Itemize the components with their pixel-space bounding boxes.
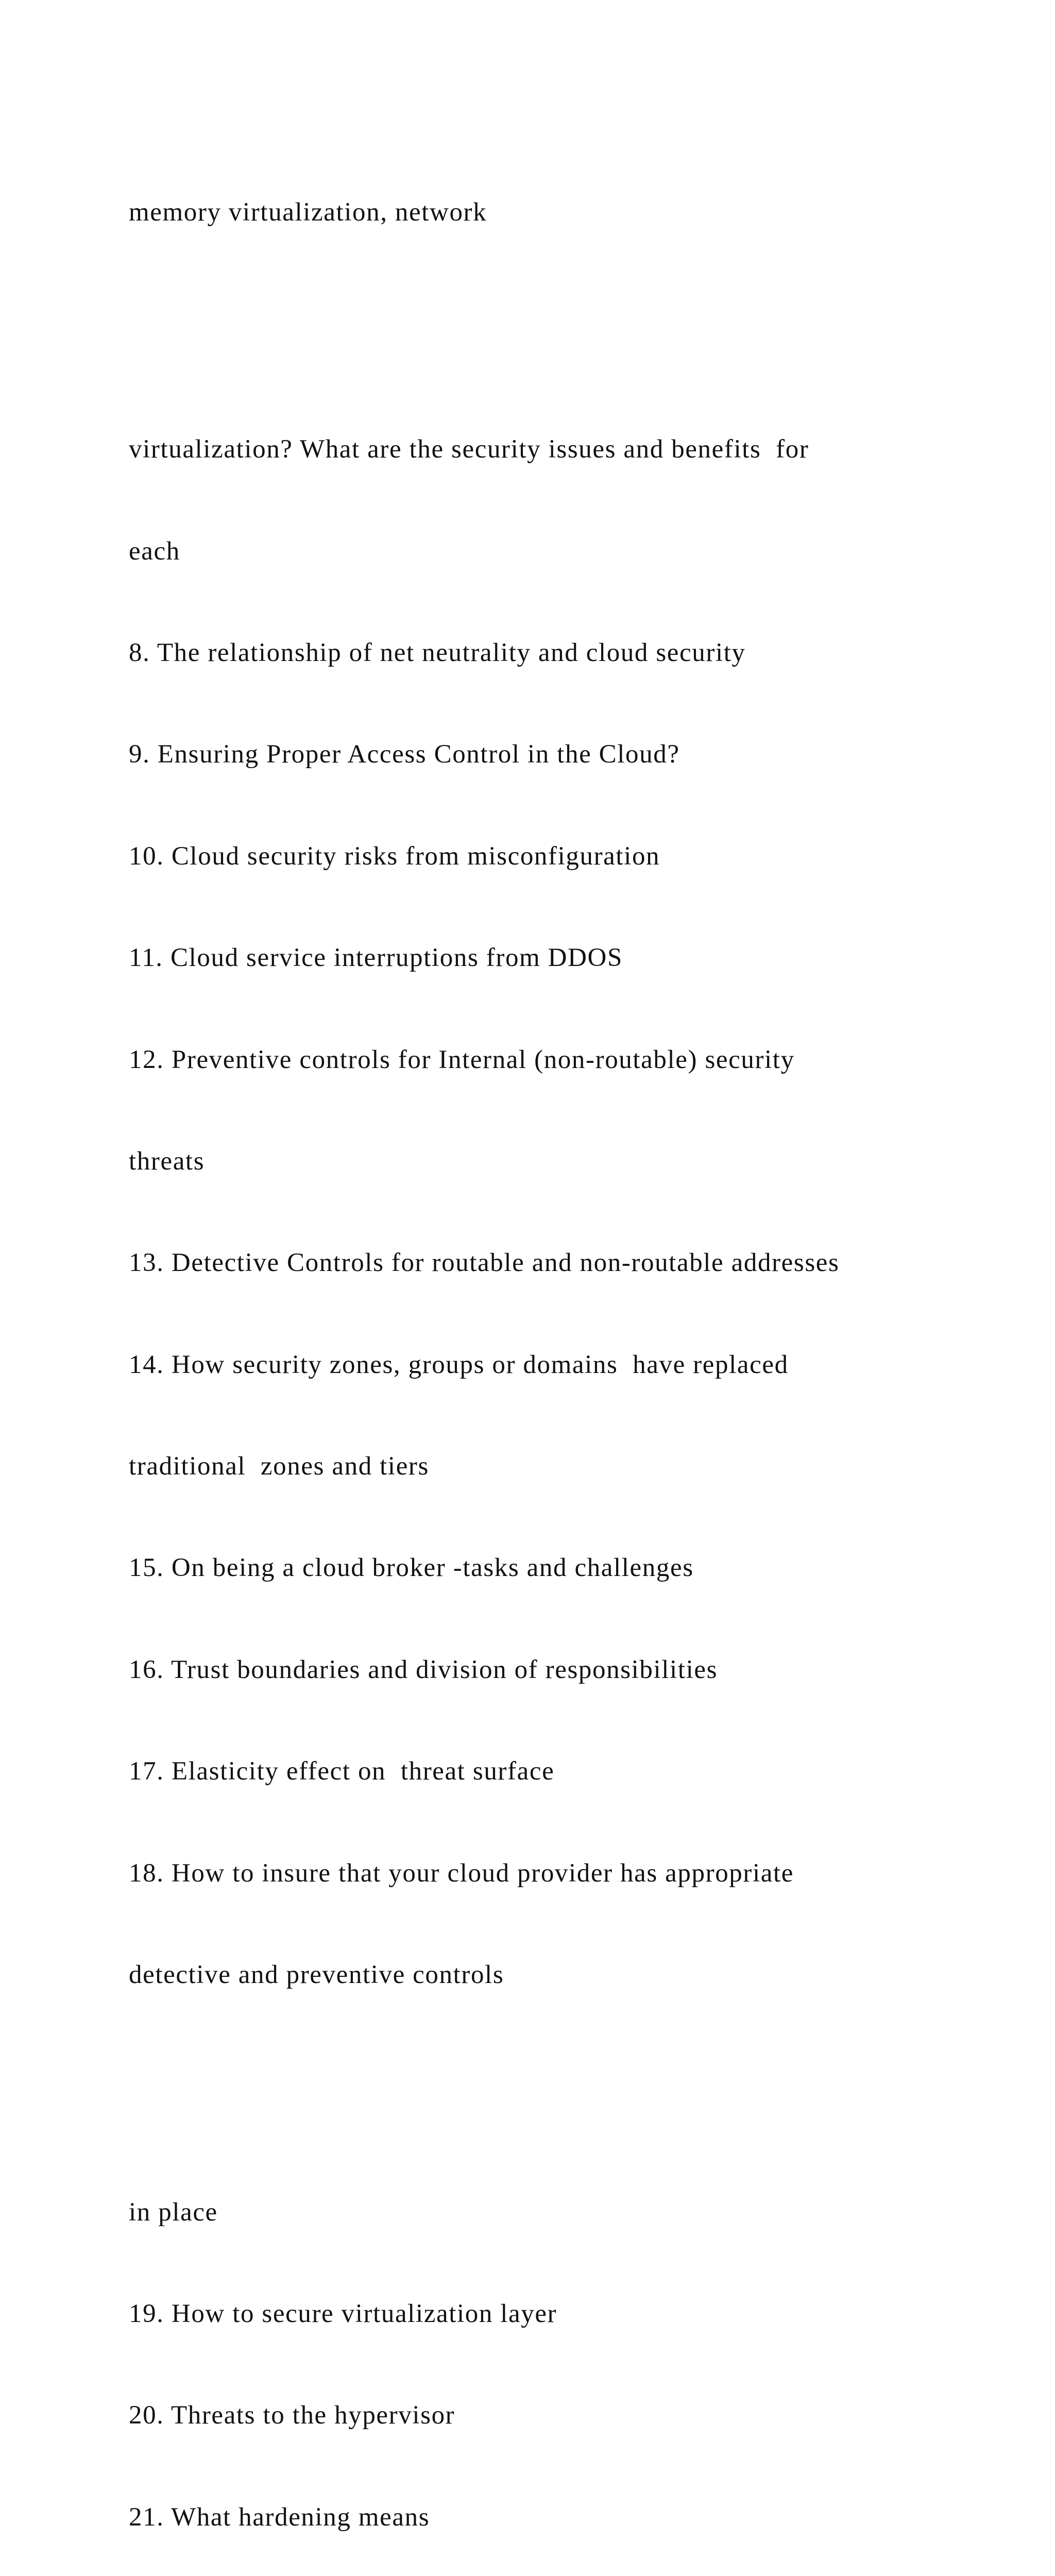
list-item: 9. Ensuring Proper Access Control in the Cloud? <box>129 740 680 769</box>
list-item: 8. The relationship of net neutrality and cloud security <box>129 638 746 667</box>
list-item: 11. Cloud service interruptions from DDOS <box>129 943 623 973</box>
document-body <box>129 128 932 2576</box>
text-line: virtualization? What are the security issues and benefits for <box>129 435 809 464</box>
list-item-continuation: in place <box>129 2197 218 2227</box>
list-item: 12. Preventive controls for Internal (non-routable) security <box>129 1045 795 1074</box>
list-item-continuation: threats <box>129 1146 205 1176</box>
list-item: 21. What hardening means <box>129 2502 430 2532</box>
list-item: 14. How security zones, groups or domains have replaced <box>129 1350 789 1379</box>
paragraph-gap <box>129 2060 932 2094</box>
paragraph-gap <box>129 297 932 331</box>
list-item: 20. Threats to the hypervisor <box>129 2401 455 2430</box>
list-item: 16. Trust boundaries and division of responsibilities <box>129 1655 718 1684</box>
list-item-continuation: traditional zones and tiers <box>129 1452 429 1481</box>
list-item-continuation: detective and preventive controls <box>129 1960 504 1990</box>
list-item: 18. How to insure that your cloud provider has appropriate <box>129 1858 794 1888</box>
list-item: 19. How to secure virtualization layer <box>129 2299 557 2328</box>
list-item: 13. Detective Controls for routable and non-routable addresses <box>129 1248 840 1278</box>
text-line: each <box>129 536 180 566</box>
text-line: memory virtualization, network <box>129 197 487 227</box>
list-item: 10. Cloud security risks from misconfiguration <box>129 841 660 871</box>
list-item: 15. On being a cloud broker -tasks and challenges <box>129 1553 694 1583</box>
list-item: 17. Elasticity effect on threat surface <box>129 1757 555 1786</box>
